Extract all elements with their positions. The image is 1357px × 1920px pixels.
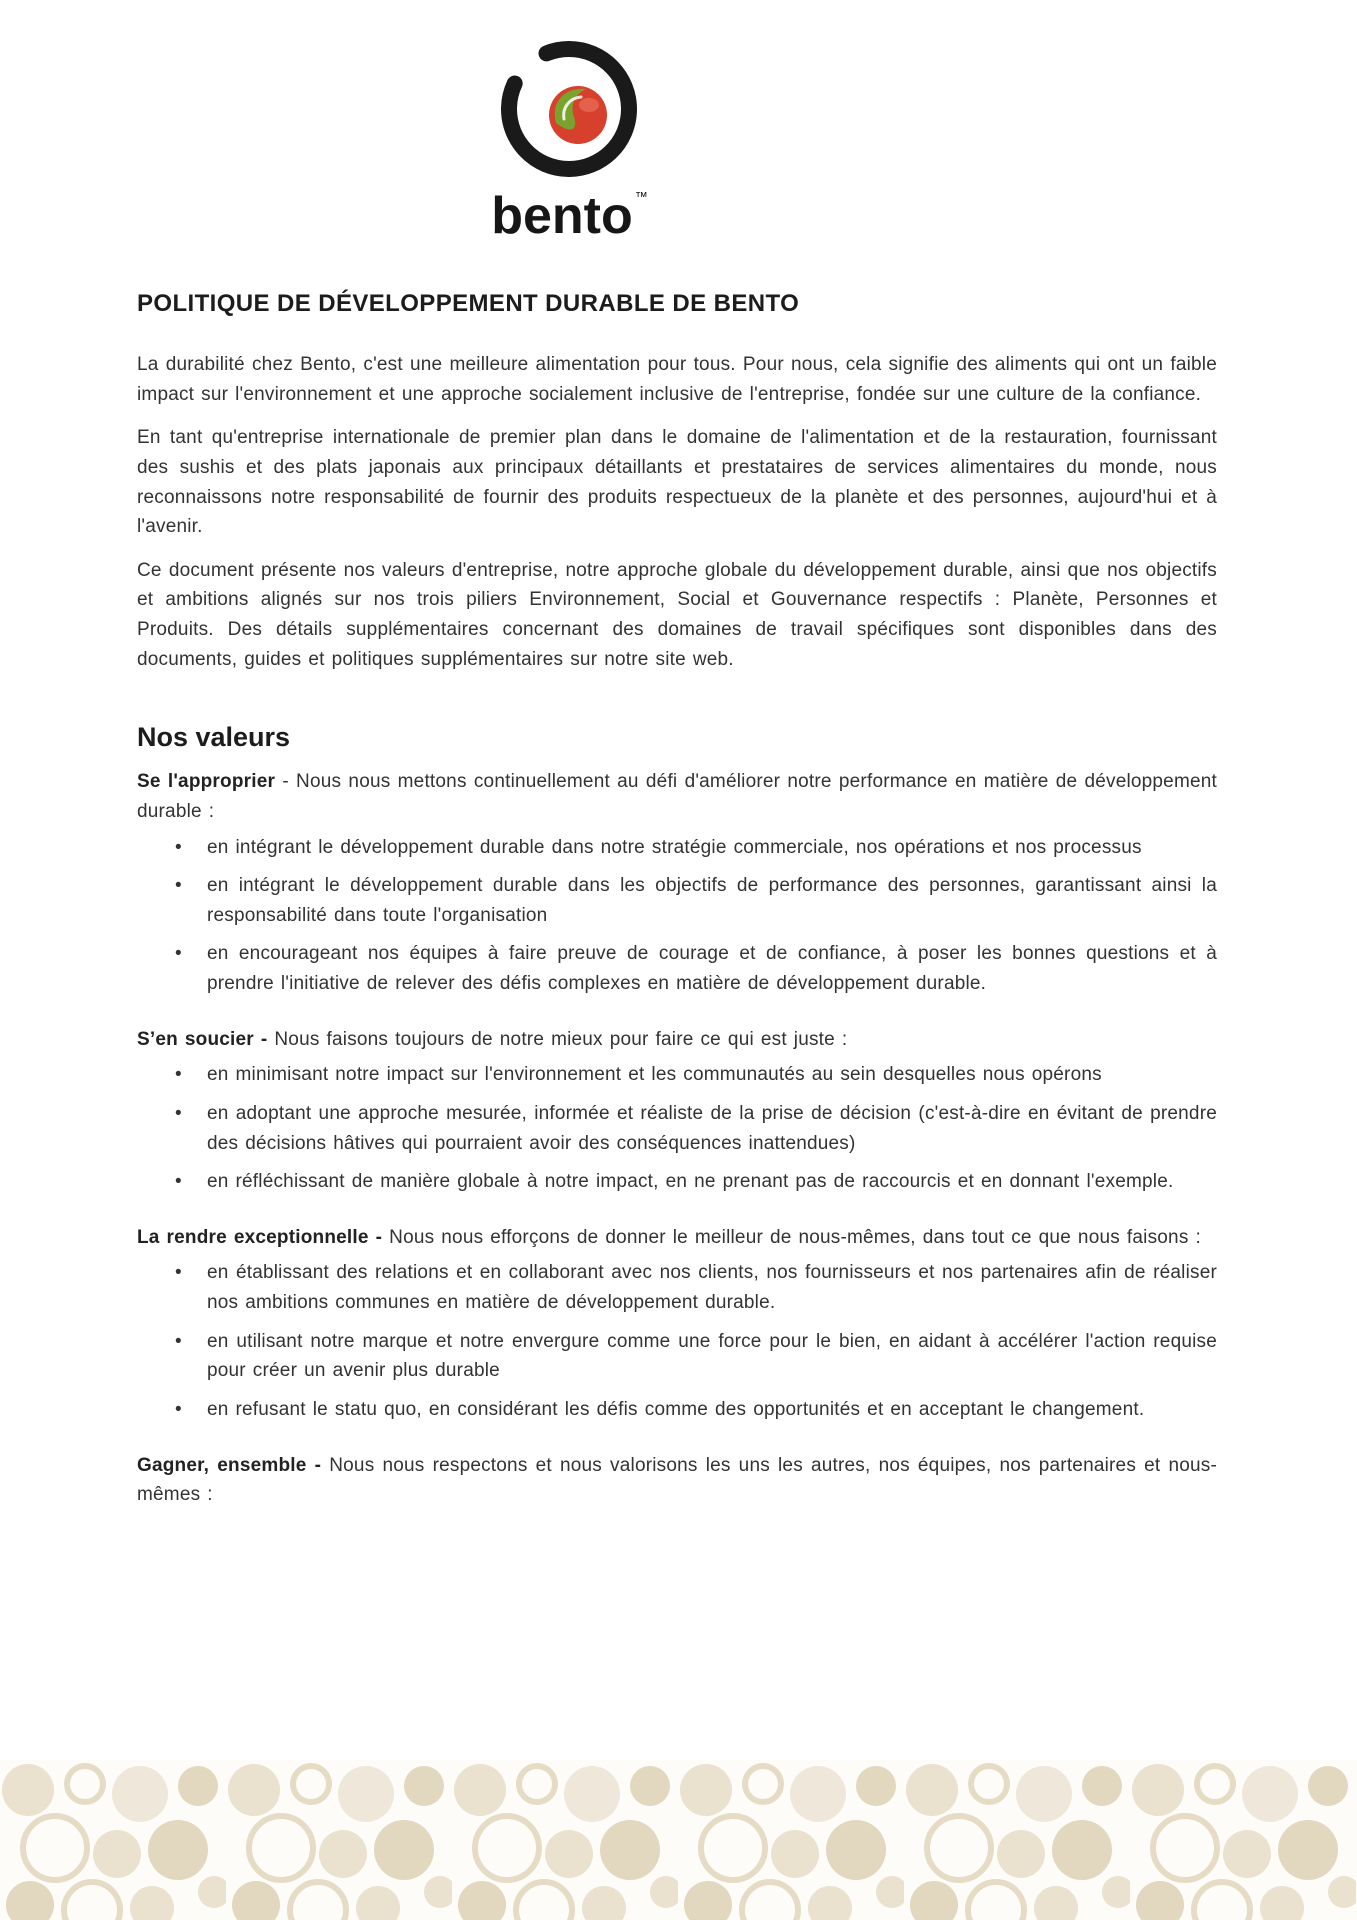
value-lead-label: Gagner, ensemble - (137, 1454, 322, 1476)
values-section-heading: Nos valeurs (137, 722, 291, 753)
list-item: • en intégrant le développement durable dans les objectifs de performance des personnes, garantissant ainsi la responsabilité dans toute l'organisation (173, 871, 1217, 930)
list-item: • en refusant le statu quo, en considérant les défis comme des opportunités et en acceptant le changement. (173, 1395, 1217, 1425)
value-lead-label: Se l'approprier (137, 771, 276, 793)
list-item: • en adoptant une approche mesurée, informée et réaliste de la prise de décision (c'est-à-dire en évitant de prendre des décisions hâtives qui pourraient avoir des conséquences inattendues) (173, 1099, 1217, 1158)
value-lead-paragraph (137, 1025, 1217, 1055)
value-lead-paragraph (137, 767, 1217, 826)
brand-logo (474, 35, 664, 245)
value-item-sen-soucier (137, 1025, 1217, 1197)
circles-pattern-icon (0, 1760, 1357, 1920)
value-lead-text: Nous nous respectons et nous valorisons les uns les autres, nos équipes, nos partenaires et nous-mêmes : (137, 1454, 1217, 1506)
bento-enso-logo-icon (494, 35, 644, 183)
value-bullet-list (173, 1060, 1217, 1197)
list-item: • en réfléchissant de manière globale à notre impact, en ne prenant pas de raccourcis et en donnant l'exemple. (173, 1167, 1217, 1197)
list-item: • en intégrant le développement durable dans notre stratégie commerciale, nos opérations et nos processus (173, 833, 1217, 863)
value-lead-text: - Nous nous mettons continuellement au défi d'améliorer notre performance en matière de développement durable : (137, 771, 1217, 822)
page-title: POLITIQUE DE DÉVELOPPEMENT DURABLE DE BENTO (137, 290, 800, 317)
document-content (0, 290, 1357, 1510)
trademark-mark: ™ (634, 188, 648, 204)
intro-paragraph-2: En tant qu'entreprise internationale de premier plan dans le domaine de l'alimentation et de la restauration, fournissant des sushis et des plats japonais aux principaux détaillants et prestataires de services alimentaires du monde, nous reconnaissons notre responsabilité de fournir des produits respectueux de la planète et des personnes, aujourd'hui et à l'avenir. (137, 427, 1217, 538)
list-item: • en encourageant nos équipes à faire preuve de courage et de confiance, à poser les bonnes questions et à prendre l'initiative de relever des défis complexes en matière de développement durable. (173, 939, 1217, 998)
value-item-la-rendre-exceptionnelle (137, 1223, 1217, 1425)
value-lead-label: S’en soucier - (137, 1028, 268, 1050)
value-bullet-list (173, 1258, 1217, 1424)
brand-wordmark (474, 187, 664, 245)
value-lead-label: La rendre exceptionnelle - (137, 1226, 383, 1248)
intro-paragraph-3: Ce document présente nos valeurs d'entreprise, notre approche globale du développement durable, ainsi que nos objectifs et ambitions alignés sur nos trois piliers Environnement, Social et Gouvernance respectifs : Planète, Personnes et Produits. Des détails supplémentaires concernant des domaines de travail spécifiques sont disponibles dans des documents, guides et politiques supplémentaires sur notre site web. (137, 559, 1217, 670)
list-item: • en établissant des relations et en collaborant avec nos clients, nos fournisseurs et nos partenaires afin de réaliser nos ambitions communes en matière de développement durable. (173, 1258, 1217, 1317)
list-item: • en utilisant notre marque et notre envergure comme une force pour le bien, en aidant à accélérer l'action requise pour créer un avenir plus durable (173, 1327, 1217, 1386)
list-item: • en minimisant notre impact sur l'environnement et les communautés au sein desquelles nous opérons (173, 1060, 1217, 1090)
intro-paragraph-1: La durabilité chez Bento, c'est une meilleure alimentation pour tous. Pour nous, cela signifie des aliments qui ont un faible impact sur l'environnement et une approche socialement inclusive de l'entreprise, fondée sur une culture de la confiance. (137, 354, 1217, 405)
brand-name: bento (491, 187, 633, 245)
value-bullet-list (173, 833, 1217, 999)
value-lead-paragraph (137, 1451, 1217, 1510)
value-lead-text: Nous nous efforçons de donner le meilleur de nous-mêmes, dans tout ce que nous faisons : (389, 1226, 1201, 1248)
value-lead-paragraph (137, 1223, 1217, 1253)
footer-decorative-pattern (0, 1760, 1357, 1920)
value-item-gagner-ensemble (137, 1451, 1217, 1510)
value-item-se-lapproprier (137, 767, 1217, 998)
value-lead-text: Nous faisons toujours de notre mieux pour faire ce qui est juste : (274, 1028, 848, 1050)
